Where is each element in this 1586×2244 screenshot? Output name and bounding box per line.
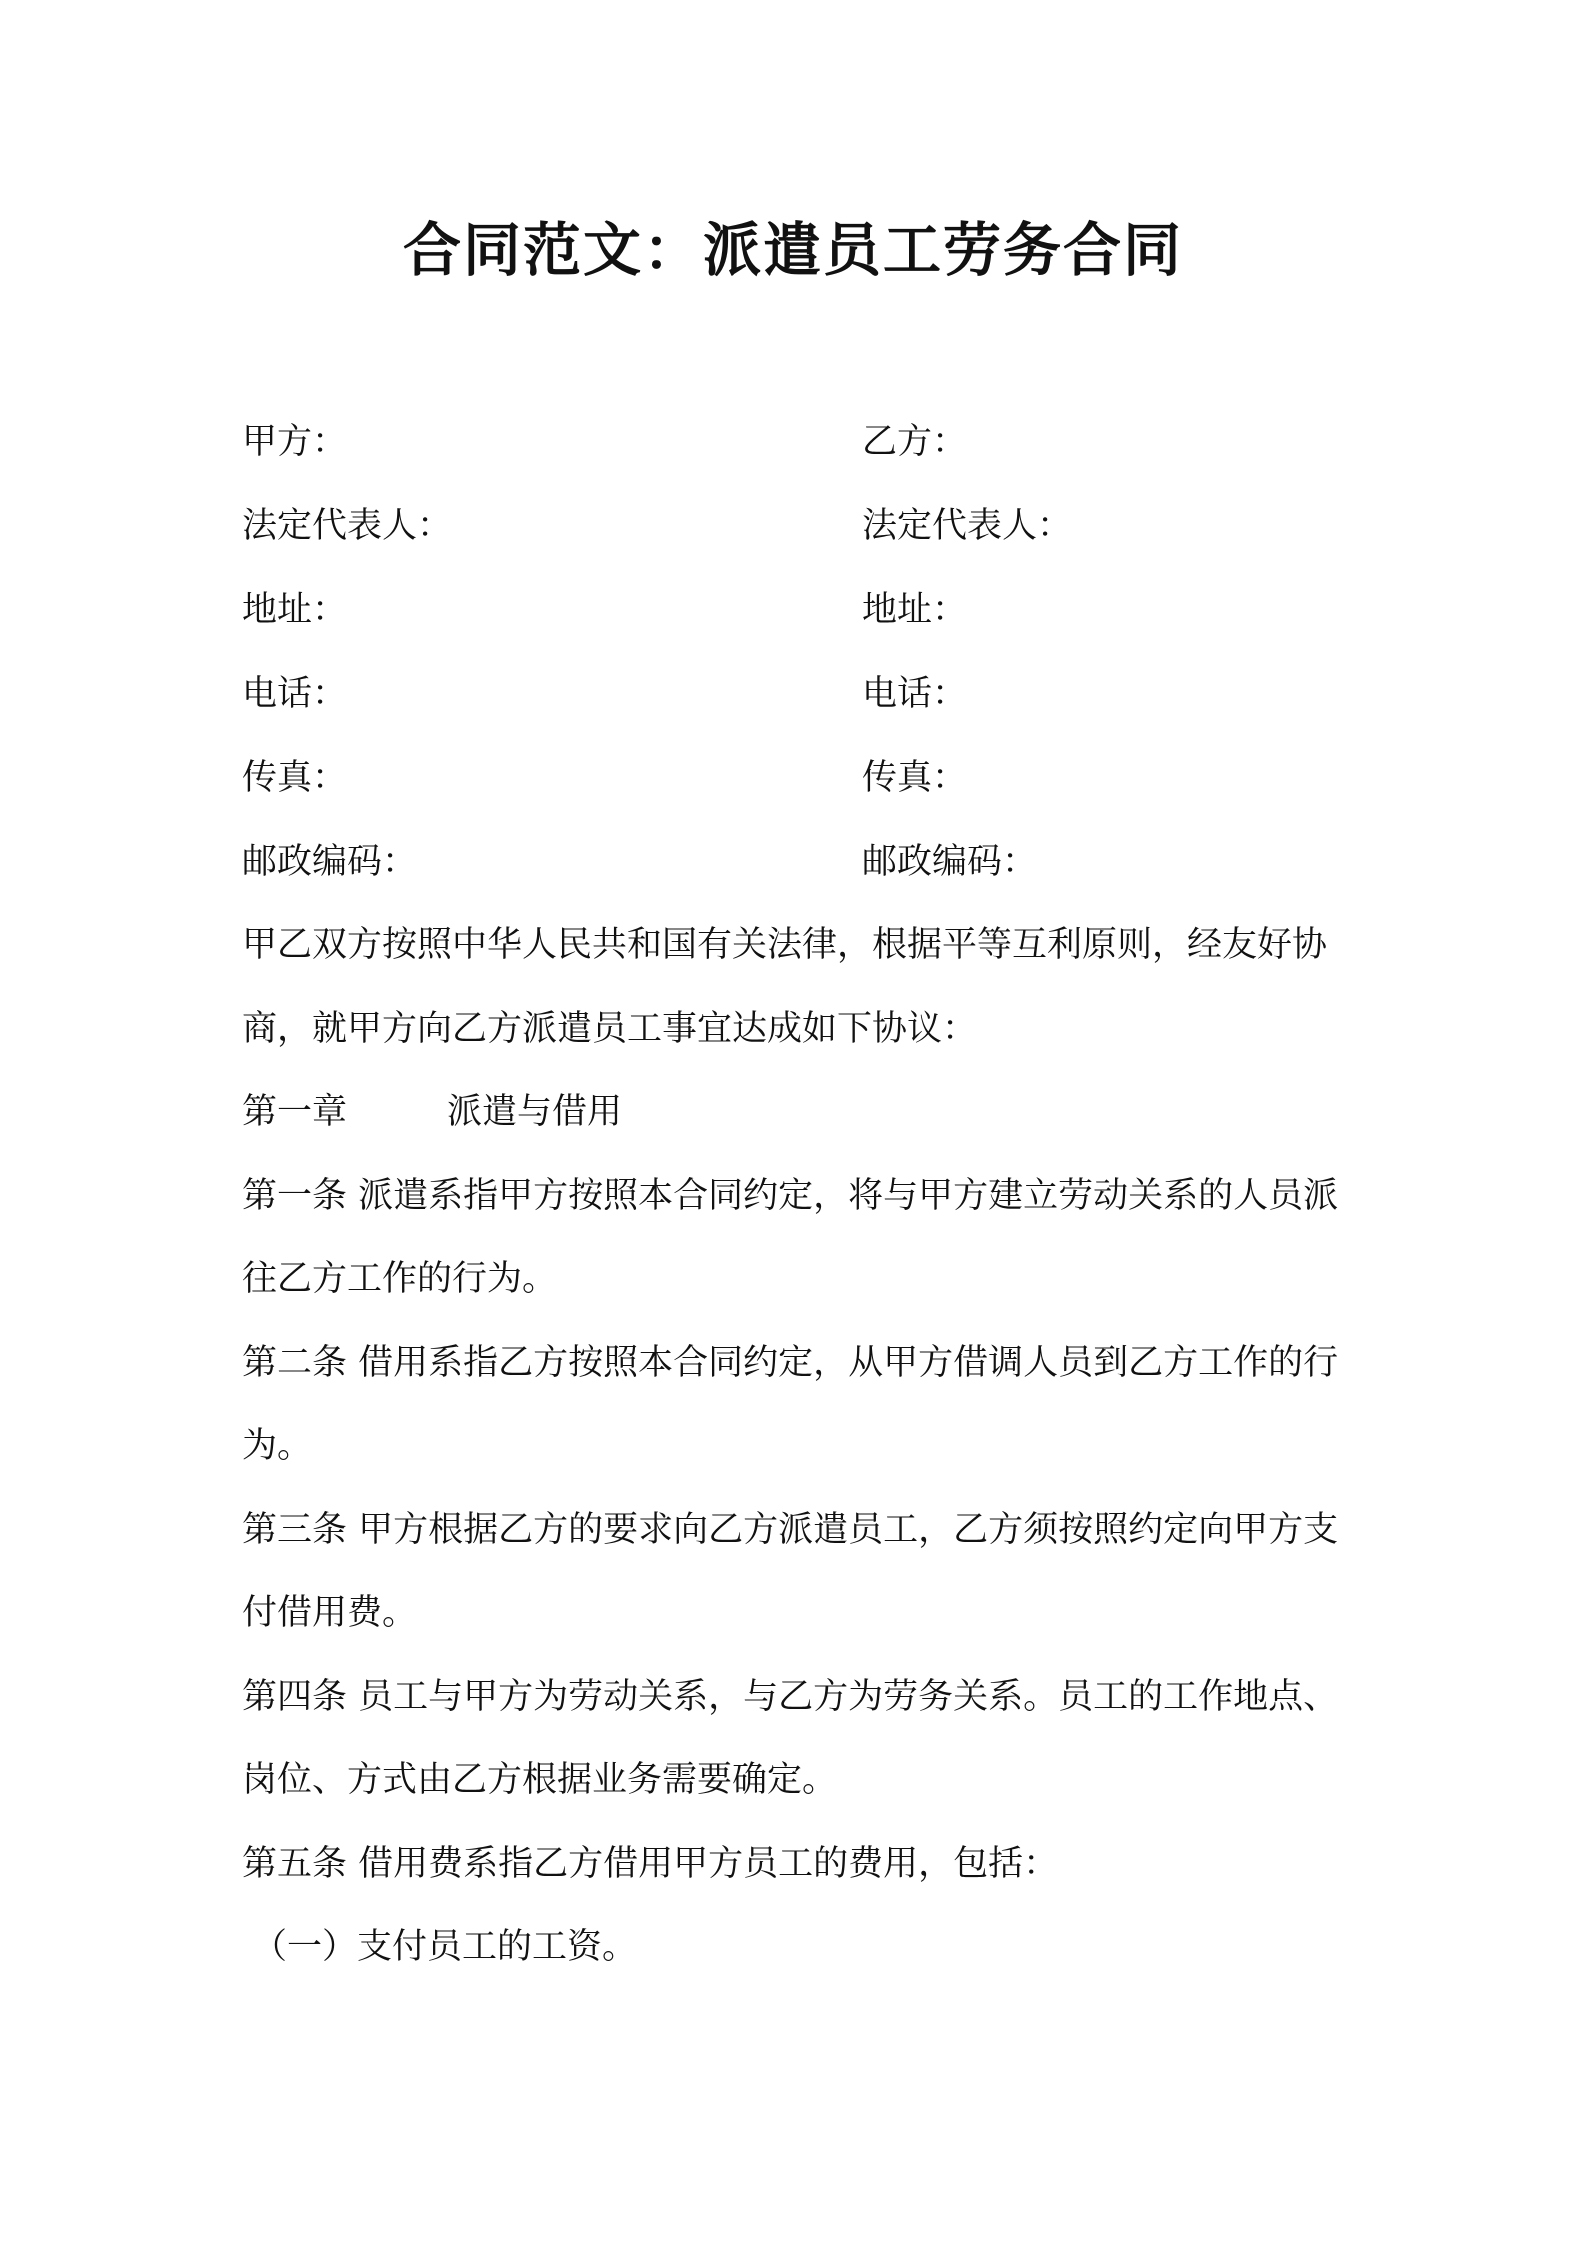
party-row-party	[242, 400, 1382, 484]
chapter-name: 派遣与借用	[447, 1092, 623, 1132]
party-row-fax	[242, 736, 1382, 820]
party-b-postcode: 邮政编码：	[862, 842, 1038, 882]
document-title: 合同范文：派遣员工劳务合同	[402, 216, 1183, 284]
party-b-phone: 电话：	[862, 674, 968, 714]
party-b-address: 地址：	[862, 590, 968, 630]
chapter-heading	[242, 1071, 1362, 1155]
article-2: 第二条 借用系指乙方按照本合同约定，从甲方借调人员到乙方工作的行为。	[242, 1342, 1339, 1466]
party-b-label: 乙方：	[862, 422, 968, 462]
party-info-block	[242, 400, 1382, 904]
article-5: 第五条 借用费系指乙方借用甲方员工的费用，包括：	[242, 1843, 1059, 1884]
article-4: 第四条 员工与甲方为劳动关系，与乙方为劳务关系。员工的工作地点、岗位、方式由乙方根据业务需要确定。	[242, 1676, 1339, 1800]
party-row-phone	[242, 652, 1382, 736]
intro-paragraph: 甲乙双方按照中华人民共和国有关法律，根据平等互利原则，经友好协商，就甲方向乙方派遣员工事宜达成如下协议：	[242, 925, 1328, 1049]
article-3: 第三条 甲方根据乙方的要求向乙方派遣员工，乙方须按照约定向甲方支付借用费。	[242, 1509, 1339, 1633]
party-a-phone: 电话：	[242, 674, 348, 714]
party-a-fax: 传真：	[242, 758, 348, 798]
contract-body	[242, 904, 1362, 1990]
article-1: 第一条 派遣系指甲方按照本合同约定，将与甲方建立劳动关系的人员派往乙方工作的行为。	[242, 1175, 1339, 1299]
party-a-label: 甲方：	[242, 422, 348, 462]
party-a-representative: 法定代表人：	[242, 506, 453, 546]
party-row-representative	[242, 484, 1382, 568]
party-a-address: 地址：	[242, 590, 348, 630]
party-b-fax: 传真：	[862, 758, 968, 798]
chapter-number: 第一章	[242, 1092, 348, 1132]
party-b-representative: 法定代表人：	[862, 506, 1073, 546]
party-row-postcode	[242, 820, 1382, 904]
party-row-address	[242, 568, 1382, 652]
sub-item-1: （一）支付员工的工资。	[252, 1927, 638, 1967]
party-a-postcode: 邮政编码：	[242, 842, 418, 882]
